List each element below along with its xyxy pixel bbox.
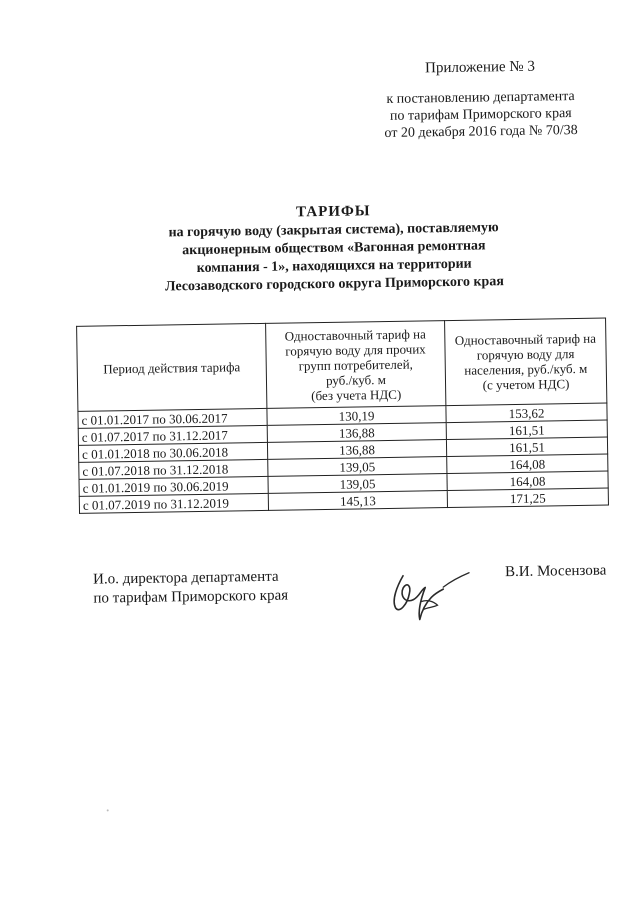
header-line: руб./куб. м (325, 371, 387, 388)
signer-position-line: по тарифам Приморского края (93, 587, 289, 607)
cell-other-tariff: 139,05 (268, 474, 447, 494)
cell-population-tariff: 153,62 (446, 403, 607, 423)
cell-population-tariff: 171,25 (447, 488, 608, 508)
cell-period: с 01.07.2019 по 31.12.2019 (79, 493, 268, 513)
cell-other-tariff: 139,05 (268, 457, 447, 477)
header-line: (с учетом НДС) (482, 376, 570, 393)
header-line: горячую воду для прочих (285, 340, 426, 359)
appendix-title: Приложение № 3 (424, 58, 536, 77)
signer-position (93, 568, 288, 609)
header-line: групп потребителей, (298, 356, 413, 373)
cell-period: с 01.07.2018 по 31.12.2018 (79, 459, 268, 479)
document-heading (133, 199, 534, 297)
heading-line: акционерным обществом «Вагонная ремонтная (182, 238, 486, 259)
cell-period: с 01.01.2019 по 30.06.2019 (79, 476, 268, 496)
cell-population-tariff: 161,51 (446, 420, 607, 440)
heading-line: на горячую воду (закрытая система), поставляемую (168, 220, 499, 241)
header-line: Одноставочный тариф на (454, 330, 597, 348)
handwritten-signature (381, 563, 482, 627)
cell-other-tariff: 136,88 (267, 440, 446, 460)
decree-line: к постановлению департамента (386, 89, 575, 107)
signer-position-line: И.о. директора департамента (92, 568, 279, 588)
decree-reference (371, 88, 590, 142)
cell-population-tariff: 164,08 (447, 454, 608, 474)
tariff-table (76, 318, 609, 514)
header-line: горячую воду для (476, 346, 575, 363)
cell-period: с 01.07.2017 по 31.12.2017 (78, 425, 267, 445)
header-other-consumers (266, 321, 446, 409)
cell-other-tariff: 136,88 (267, 423, 446, 443)
signer-name: В.И. Мосензова (504, 562, 607, 581)
cell-other-tariff: 130,19 (267, 406, 446, 426)
header-line: Одноставочный тариф на (284, 325, 426, 344)
header-population (445, 318, 607, 406)
header-line: (без учета НДС) (311, 386, 402, 403)
heading-line: компания - 1», находящихся на территории (196, 256, 472, 276)
heading-title: ТАРИФЫ (295, 203, 371, 221)
table-header-row (77, 318, 607, 411)
decree-line: по тарифам Приморского края (389, 106, 572, 124)
cell-population-tariff: 164,08 (447, 471, 608, 491)
heading-line: Лесозаводского городского округа Приморского края (164, 274, 504, 295)
cell-period: с 01.01.2017 по 30.06.2017 (78, 408, 267, 428)
header-line: населения, руб./куб. м (464, 360, 588, 378)
header-period: Период действия тарифа (77, 323, 267, 411)
cell-period: с 01.01.2018 по 30.06.2018 (78, 442, 267, 462)
cell-population-tariff: 161,51 (446, 437, 607, 457)
cell-other-tariff: 145,13 (268, 491, 447, 511)
decree-line: от 20 декабря 2016 года № 70/38 (384, 122, 578, 142)
scan-speck (107, 809, 109, 811)
